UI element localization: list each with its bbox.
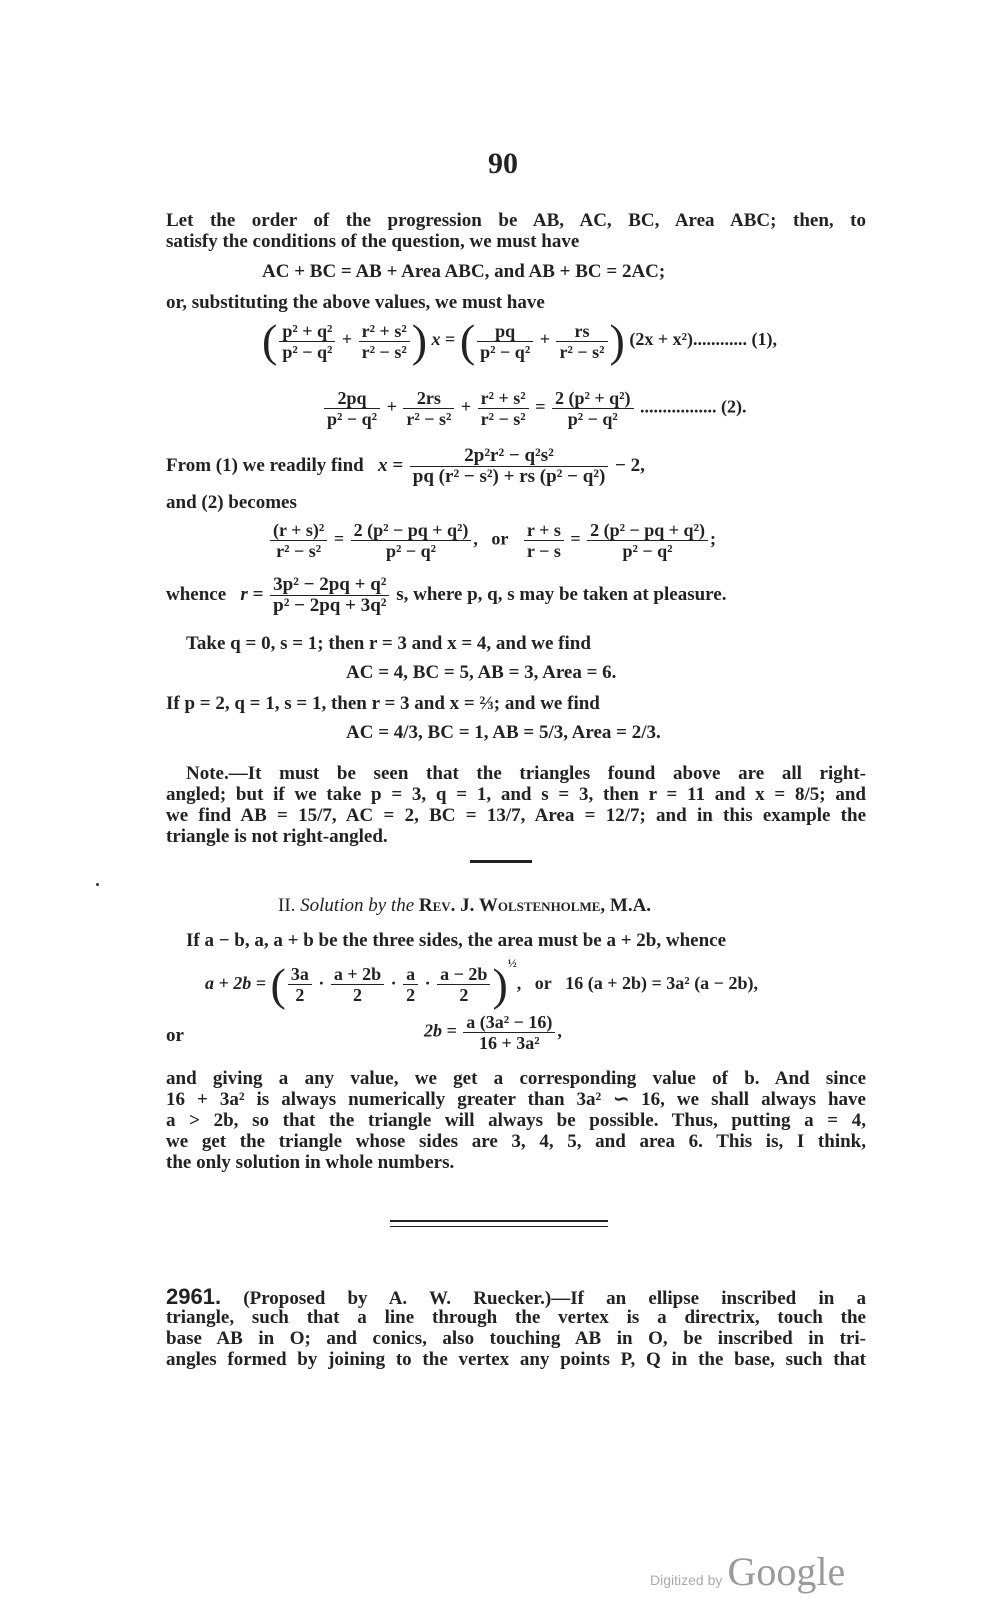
eq1-frac-b-num: r² + s² <box>359 321 410 342</box>
sol2-eq-right: 16 (a + 2b) = 3a² (a − 2b), <box>565 973 758 993</box>
solution2-heading-italic: Solution by the <box>300 895 415 916</box>
solution2-heading-num: II. <box>278 895 296 916</box>
eq2-frac-c-den: r² − s² <box>480 409 526 429</box>
eq1-frac-a-den: p² − q² <box>282 341 333 362</box>
eq2-frac-b-den: r² − s² <box>406 409 452 429</box>
eq2-frac-d-num: 2 (p² + q²) <box>552 388 634 409</box>
from1-den: pq (r² − s²) + rs (p² − q²) <box>412 466 606 487</box>
sol2-exponent: ½ <box>507 956 517 970</box>
sol2-den2: 16 + 3a² <box>479 1033 540 1053</box>
sol2-eq-or: or <box>534 973 552 993</box>
whence-lead: whence <box>166 583 227 605</box>
note-line1: Note.—It must be seen that the triangles found above are all right- <box>186 763 866 784</box>
solution2-para-line3: a > 2b, so that the triangle will always be possible. Thus, putting a = 4, <box>166 1110 866 1131</box>
from1-equation <box>166 446 645 487</box>
solution2-para-line1: and giving a any value, we get a corresponding value of b. And since <box>166 1068 866 1089</box>
eq2-frac-b-num: 2rs <box>403 388 454 409</box>
section-divider <box>470 860 532 863</box>
solution2-para-line4: we get the triangle whose sides are 3, 4, 5, and area 6. This is, I think, <box>166 1131 866 1152</box>
sol2-eq-left: a + 2b = <box>205 973 267 993</box>
eq2-frac-a-num: 2pq <box>324 388 380 409</box>
eq2-frac-a-den: p² − q² <box>327 409 378 429</box>
q2961-number: 2961. <box>166 1284 222 1309</box>
note-line3: we find AB = 15/7, AC = 2, BC = 13/7, Area = 12/7; and in this example the <box>166 805 866 826</box>
sol2-f4-den: 2 <box>459 985 469 1006</box>
whence-num: 3p² − 2pq + q² <box>270 575 389 596</box>
eq3-or: or <box>491 528 509 549</box>
sol2-f2-den: 2 <box>353 985 362 1006</box>
eq3-frac-c-num: r + s <box>524 520 564 541</box>
sol2-f1-num: 3a <box>288 964 312 985</box>
sol2-f3-num: a <box>403 964 418 985</box>
sol2-f2-num: a + 2b <box>331 964 384 985</box>
eq3-frac-d-den: p² − q² <box>622 541 673 561</box>
from1-lead: From (1) we readily find <box>166 454 364 476</box>
becomes-text: and (2) becomes <box>166 492 297 513</box>
condition-equation: AC + BC = AB + Area ABC, and AB + BC = 2AC; <box>262 261 666 282</box>
eq1-frac-a-num: p² + q² <box>279 321 335 342</box>
eq3-frac-a-num: (r + s)² <box>270 520 327 541</box>
eq1-frac-d-num: rs <box>556 321 607 342</box>
solution2-line1: If a − b, a, a + b be the three sides, the area must be a + 2b, whence <box>186 930 727 951</box>
note-line4: triangle is not right-angled. <box>166 826 388 847</box>
result2-line: AC = 4/3, BC = 1, AB = 5/3, Area = 2/3. <box>346 722 661 743</box>
sol2-f3-den: 2 <box>406 985 416 1006</box>
from1-lhs: x = <box>377 454 404 476</box>
eq3-frac-b-num: 2 (p² − pq + q²) <box>351 520 472 541</box>
google-logo: Google <box>727 1549 846 1594</box>
page-number: 90 <box>488 147 518 180</box>
sol2-lhs2: 2b = <box>424 1020 457 1041</box>
result1-line: AC = 4, BC = 5, AB = 3, Area = 6. <box>346 662 617 683</box>
q2961-line1-text: (Proposed by A. W. Ruecker.)—If an ellipse inscribed in a <box>243 1288 866 1309</box>
google-watermark <box>650 1548 845 1595</box>
eq3-frac-c-den: r − s <box>526 541 561 561</box>
take2-line: If p = 2, q = 1, s = 1, then r = 3 and x = ⅔; and we find <box>166 693 600 714</box>
solution2-heading-name: Rev. J. Wolstenholme, M.A. <box>418 895 652 916</box>
whence-tail: s, where p, q, s may be taken at pleasure. <box>396 583 727 605</box>
equation-3: $\frac{\text{(r + s)²}}{\text{r² − s²}}$ = $\frac{\text{2 (p² − pq + q²)}}{\text{p² − q²}}$ , or $\frac{r + s}{r - s}$ = $\frac{\text{2 (p² − pq + q²)}}{\text{p² − q²}}$ ; <box>268 520 716 561</box>
eq3-frac-d-num: 2 (p² − pq + q²) <box>587 520 708 541</box>
eq2-frac-d-den: p² − q² <box>567 409 618 429</box>
sol2-num2: a (3a² − 16) <box>463 1012 555 1033</box>
eq3-frac-a-den: r² − s² <box>276 541 322 561</box>
digitized-by-text: Digitized by <box>650 1572 723 1588</box>
eq3-frac-b-den: p² − q² <box>385 541 437 561</box>
eq1-frac-d-den: r² − s² <box>559 341 605 362</box>
eq1-frac-b-den: r² − s² <box>361 341 407 362</box>
solution2-heading <box>278 895 651 917</box>
double-rule-top <box>390 1220 608 1222</box>
equation-1: ( $\frac{\text{p² + q²}}{\text{p² − q²}}$ + $\frac{\text{r² + s²}}{\text{r² − s²}}$ ) x = ( $\frac{pq}{\text{p² − q²}}$ + $\frac{rs}{\text{r² − s²}}$ ) (2x + x²)............ (1), <box>262 315 777 366</box>
take1-line: Take q = 0, s = 1; then r = 3 and x = 4, and we find <box>186 633 591 654</box>
solution2-equation-b: 2b = $\frac{\text{a (3a² − 16)}}{\text{16 + 3a²}}$ , <box>424 1012 562 1053</box>
whence-equation <box>166 575 726 616</box>
margin-speck <box>96 883 99 886</box>
para1-line1: Let the order of the progression be AB, AC, BC, Area ABC; then, to <box>166 210 866 231</box>
whence-lhs: r = <box>240 583 264 605</box>
eq1-frac-c-den: p² − q² <box>480 341 531 362</box>
eq2-tail: ................. (2). <box>640 396 747 417</box>
note-line2: angled; but if we take p = 3, q = 1, and s = 3, then r = 11 and x = 8/5; and <box>166 784 866 805</box>
solution2-para-line2: 16 + 3a² is always numerically greater than 3a² ∽ 16, we shall always have <box>166 1089 866 1110</box>
q2961-line3: base AB in O; and conics, also touching AB in O, be inscribed in tri- <box>166 1328 866 1349</box>
double-rule-bottom <box>390 1226 608 1227</box>
from1-num: 2p²r² − q²s² <box>410 446 609 467</box>
para1-line2: satisfy the conditions of the question, we must have <box>166 231 580 252</box>
equation-2: $\frac{2pq}{\text{p² − q²}}$ + $\frac{2rs}{\text{r² − s²}}$ + $\frac{\text{r² + s²}}{\text{r² − s²}}$ = $\frac{\text{2 (p² + q²)}}{\text{p² − q²}}$ ................. (2). <box>322 388 747 429</box>
sol2-f4-num: a − 2b <box>437 964 490 985</box>
q2961-line4: angles formed by joining to the vertex any points P, Q in the base, such that <box>166 1349 866 1370</box>
eq1-frac-c-num: pq <box>477 321 533 342</box>
eq2-frac-c-num: r² + s² <box>478 388 529 409</box>
substitute-text: or, substituting the above values, we must have <box>166 292 545 313</box>
sol2-or2: or <box>166 1025 184 1046</box>
from1-tail: − 2, <box>615 454 645 476</box>
whence-den: p² − 2pq + 3q² <box>273 595 387 616</box>
solution2-para-line5: the only solution in whole numbers. <box>166 1152 455 1173</box>
eq1-tail: (2x + x²)............ (1), <box>629 329 777 350</box>
solution2-equation-a: a + 2b = ( $\frac{3a}{2}$ · $\frac{a + 2b}{2}$ · $\frac{a}{2}$ · $\frac{a - 2b}{2}$ )$^{\frac{1}{2}}$, or 16 (a + 2b) = 3a² (a − 2b), <box>205 956 758 1010</box>
q2961-line2: triangle, such that a line through the vertex is a directrix, touch the <box>166 1307 866 1328</box>
sol2-f1-den: 2 <box>295 985 305 1006</box>
